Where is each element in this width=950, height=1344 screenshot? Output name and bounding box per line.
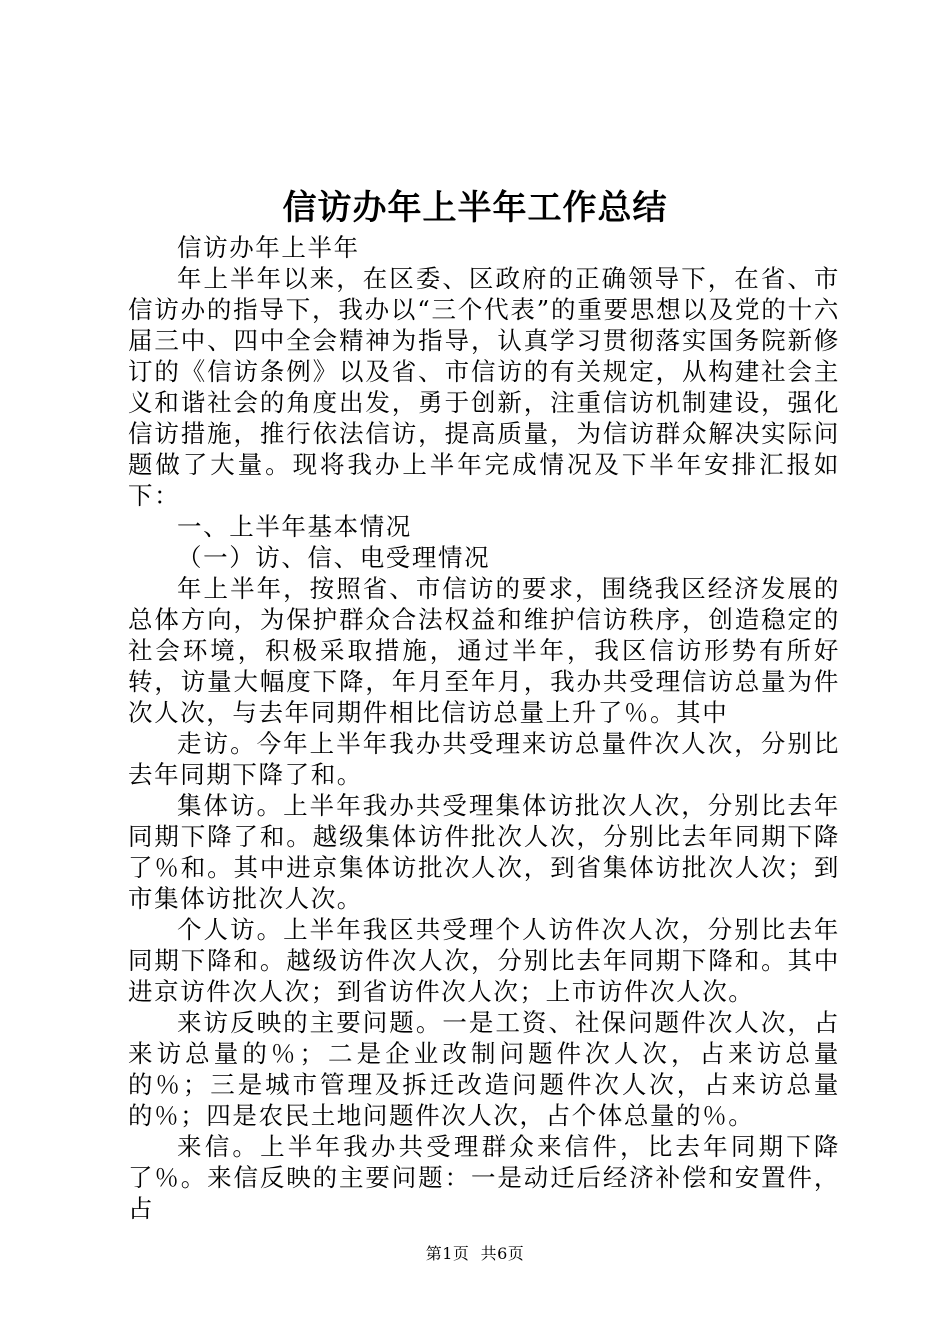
page-number: 第1页 (425, 1244, 470, 1263)
paragraph-visit-issues: 来访反映的主要问题。一是工资、社保问题件次人次，占来访总量的％；二是企业改制问题件次人次，占来访总量的％；三是城市管理及拆迁改造问题件次人次，占来访总量的％；四是农民土地问题件次人次，占个体总量的％。 (128, 1008, 840, 1130)
subsection-heading-reception: （一）访、信、电受理情况 (177, 543, 491, 572)
paragraph-intro-heading: 信访办年上半年 (177, 233, 360, 262)
paragraph-individual-visits: 个人访。上半年我区共受理个人访件次人次，分别比去年同期下降和。越级访件次人次，分别比去年同期下降和。其中进京访件次人次；到省访件次人次；上市访件次人次。 (128, 915, 840, 1006)
paragraph-group-visits: 集体访。上半年我办共受理集体访批次人次，分别比去年同期下降了和。越级集体访件批次人次，分别比去年同期下降了％和。其中进京集体访批次人次，到省集体访批次人次；到市集体访批次人次。 (128, 791, 840, 913)
page-total: 共6页 (480, 1244, 525, 1263)
section-heading-basic-situation: 一、上半年基本情况 (177, 512, 412, 541)
document-title: 信访办年上半年工作总结 (282, 188, 668, 228)
page-footer (0, 1242, 950, 1266)
paragraph-visits: 走访。今年上半年我办共受理来访总量件次人次，分别比去年同期下降了和。 (128, 729, 840, 789)
paragraph-letters: 来信。上半年我办共受理群众来信件，比去年同期下降了％。来信反映的主要问题：一是动迁后经济补偿和安置件，占 (128, 1132, 840, 1223)
paragraph-overview: 年上半年以来，在区委、区政府的正确领导下，在省、市信访办的指导下，我办以“三个代表”的重要思想以及党的十六届三中、四中全会精神为指导，认真学习贯彻落实国务院新修订的《信访条例》以及省、市信访的有关规定，从构建社会主义和谐社会的角度出发，勇于创新，注重信访机制建设，强化信访措施，推行依法信访，提高质量，为信访群众解决实际问题做了大量。现将我办上半年完成情况及下半年安排汇报如下： (128, 264, 840, 510)
paragraph-reception-summary: 年上半年，按照省、市信访的要求，围绕我区经济发展的总体方向，为保护群众合法权益和维护信访秩序，创造稳定的社会环境，积极采取措施，通过半年，我区信访形势有所好转，访量大幅度下降，年月至年月，我办共受理信访总量为件次人次，与去年同期件相比信访总量上升了％。其中 (128, 574, 840, 727)
document-body (128, 232, 840, 1224)
